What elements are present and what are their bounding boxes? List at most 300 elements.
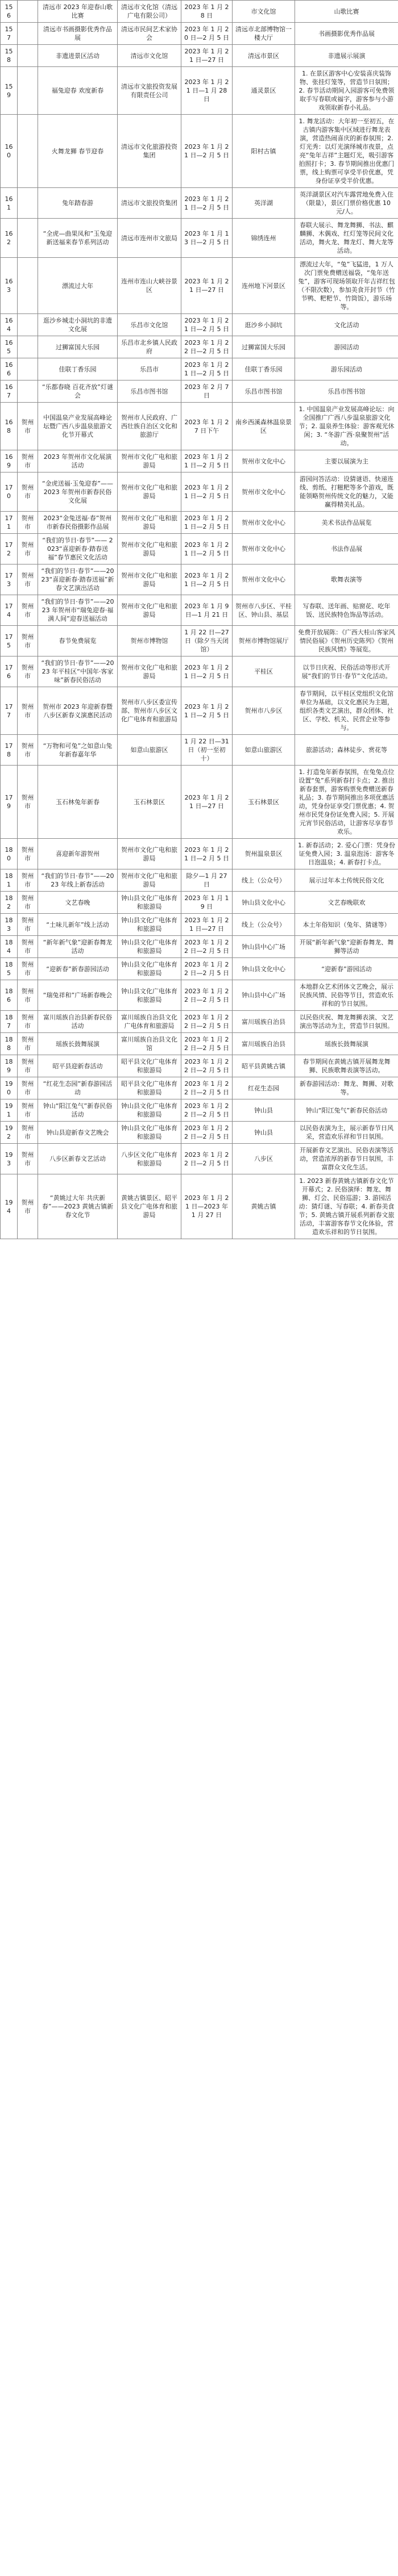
row-organizer: 如意山旅游区 — [118, 735, 181, 766]
row-place: 贺州市博物馆展厅 — [233, 626, 295, 656]
row-description: 1. 2023 新春黄姚古镇新春文化节开幕式；2. 民俗演绎：舞龙、舞狮、灯会、民俗巡游；3. 游园活动：猜灯谜、写春联；4. 新春美食节；5. 黄姚古镇开展系列新春文旅活动，丰富游客春节文化体验，营造欢乐祥和的节日氛围。 — [295, 1174, 398, 1239]
row-place: 钟山县中心广场 — [233, 980, 295, 1011]
table-row — [1, 936, 398, 958]
row-activity-name: “土味儿新年”线上活动 — [38, 914, 118, 936]
row-organizer: 清远市文化馆 — [118, 45, 181, 67]
table-row — [1, 512, 398, 534]
activity-table — [0, 0, 398, 1239]
row-activity-name: 兔年踏春游 — [38, 188, 118, 219]
table-row — [1, 1122, 398, 1144]
row-city: 贺州市 — [18, 892, 38, 914]
row-time: 2023 年 1 月 22 日—2 月 5 日 — [181, 1122, 233, 1144]
table-row — [1, 869, 398, 892]
table-row — [1, 336, 398, 358]
row-place: 钟山县文化中心 — [233, 958, 295, 980]
row-time: 2023 年 1 月 21 日—27 日 — [181, 766, 233, 839]
row-place: 昭平县黄姚古镇 — [233, 1055, 295, 1077]
row-description: 非遗展示展演 — [295, 45, 398, 67]
row-number: 160 — [1, 115, 18, 188]
row-number: 171 — [1, 512, 18, 534]
row-city — [18, 1, 38, 23]
row-number: 178 — [1, 735, 18, 766]
row-number: 172 — [1, 534, 18, 564]
row-number: 168 — [1, 403, 18, 450]
row-city: 贺州市 — [18, 595, 38, 626]
row-time: 2023 年 1 月 21 日—2 月 5 日 — [181, 472, 233, 512]
row-time: 2023 年 1 月 21 日—1 月 28 日 — [181, 67, 233, 115]
row-number: 170 — [1, 472, 18, 512]
table-row — [1, 188, 398, 219]
row-city — [18, 115, 38, 188]
row-organizer: 钟山县文化广电体育和旅游局 — [118, 1122, 181, 1144]
row-place: 贺州市文化中心 — [233, 564, 295, 595]
row-organizer: 贺州市文化广电和旅游局 — [118, 564, 181, 595]
row-organizer: 贺州市文化广电和旅游局 — [118, 450, 181, 472]
row-number: 179 — [1, 766, 18, 839]
row-description: 本地群众艺术团体文艺晚会，展示民族风情、民俗等节目，营造欢乐祥和的节日氛围。 — [295, 980, 398, 1011]
table-row — [1, 958, 398, 980]
row-place: 贺州温泉景区 — [233, 839, 295, 869]
row-place: 黄姚古镇 — [233, 1174, 295, 1239]
row-activity-name: 钟山“阳江兔气”新春民俗活动 — [38, 1099, 118, 1122]
row-description: 钟山“阳江兔气”新春民俗活动 — [295, 1099, 398, 1122]
row-organizer: 乐昌市 — [118, 358, 181, 380]
table-row — [1, 626, 398, 656]
table-row — [1, 534, 398, 564]
row-activity-name: 佳联丁香乐园 — [38, 358, 118, 380]
row-organizer: 富川瑶族自治县文化馆 — [118, 1033, 181, 1055]
row-time: 2023 年 1 月 13 日—2 月 5 日 — [181, 219, 233, 258]
row-place: 锦绣连州 — [233, 219, 295, 258]
row-place: 钟山县中心广场 — [233, 936, 295, 958]
row-description: 书法作品展 — [295, 534, 398, 564]
table-row — [1, 314, 398, 336]
row-city: 贺州市 — [18, 766, 38, 839]
row-organizer: 清远市连州市文旅局 — [118, 219, 181, 258]
row-activity-name: “我们的节日·春节”——2023 年平桂区“中国年·客家味”新春民俗活动 — [38, 656, 118, 687]
row-number: 161 — [1, 188, 18, 219]
row-activity-name: “瑞兔祥和”广场新春晚会 — [38, 980, 118, 1011]
row-organizer: 钟山县文化广电体育和旅游局 — [118, 980, 181, 1011]
row-city: 贺州市 — [18, 1077, 38, 1099]
row-city: 贺州市 — [18, 1099, 38, 1122]
row-organizer: 贺州市文化广电和旅游局 — [118, 656, 181, 687]
row-activity-name: 八步区新春文艺活动 — [38, 1144, 118, 1174]
row-description: 乐昌市图书馆 — [295, 380, 398, 403]
row-city: 贺州市 — [18, 914, 38, 936]
row-place: 钟山县 — [233, 1122, 295, 1144]
row-activity-name: 贺州市 2023 年迎新春暨八步区新春义演惠民活动 — [38, 687, 118, 735]
table-row — [1, 595, 398, 626]
row-activity-name: “万物和可兔”之如意山兔年新春嘉年华 — [38, 735, 118, 766]
row-description: 漂流过大年，“兔”飞猛进，1 万人次门票免费赠送福袋，“兔年送兔”，游客可现场领取开年吉祥红包（不限次数），参加美食开封节（竹节鸭、粑粑节、竹筒饭），游乐场等。 — [295, 258, 398, 314]
row-organizer: 钟山县文化广电体育和旅游局 — [118, 958, 181, 980]
row-number: 159 — [1, 67, 18, 115]
row-time: 2023 年 1 月 21 日—2 月 5 日 — [181, 656, 233, 687]
row-city: 贺州市 — [18, 735, 38, 766]
row-organizer: 八步区文化广电体育和旅游局 — [118, 1144, 181, 1174]
row-time: 2023 年 1 月 21 日—27 日 — [181, 914, 233, 936]
row-time: 2023 年 1 月 22 日—2 月 5 日 — [181, 1011, 233, 1033]
row-number: 193 — [1, 1144, 18, 1174]
row-number: 184 — [1, 936, 18, 958]
row-number: 188 — [1, 1033, 18, 1055]
row-number: 165 — [1, 336, 18, 358]
row-time: 2023 年 1 月 22 日—2 月 5 日 — [181, 336, 233, 358]
row-organizer: 玉石林景区 — [118, 766, 181, 839]
row-place: 钟山县文化中心 — [233, 892, 295, 914]
row-city: 贺州市 — [18, 1011, 38, 1033]
table-row — [1, 1144, 398, 1174]
row-activity-name: 福兔迎春 欢度新春 — [38, 67, 118, 115]
row-number: 175 — [1, 626, 18, 656]
row-description: 游乐园活动 — [295, 358, 398, 380]
row-time: 除夕—1 月 27 日 — [181, 869, 233, 892]
row-description: 1. 中国温泉产业发展高峰论坛：向全国推广广西八步温泉旅游文化节；2. 温泉养生体验：游客观光休闲；3. “冬游广西·泉聚贺州”活动。 — [295, 403, 398, 450]
row-city: 贺州市 — [18, 687, 38, 735]
row-organizer: 清远市文旅投资发展有限责任公司 — [118, 67, 181, 115]
row-number: 185 — [1, 958, 18, 980]
table-row — [1, 258, 398, 314]
row-city: 贺州市 — [18, 980, 38, 1011]
row-organizer: 黄姚古镇景区、昭平县文化广电体育和旅游局 — [118, 1174, 181, 1239]
table-row — [1, 472, 398, 512]
row-description: 1. 新春活动；2. 爱心门票：凭身份证免费入园；3. 温泉泡汤：游客冬日泡温泉；4. 新春打卡点。 — [295, 839, 398, 869]
row-description: 山歌比赛 — [295, 1, 398, 23]
row-organizer: 连州市连山大峡谷景区 — [118, 258, 181, 314]
table-row — [1, 1033, 398, 1055]
row-description: 新春游园活动：舞龙、舞狮、对歌等。 — [295, 1077, 398, 1099]
row-city — [18, 45, 38, 67]
row-place: 贺州市文化中心 — [233, 512, 295, 534]
row-time: 2023 年 1 月 21 日—2 月 5 日 — [181, 534, 233, 564]
row-city — [18, 358, 38, 380]
row-description: 1. 打造兔年新春氛围，在兔兔点位设置“兔”系列新春打卡点；2. 推出新春套票，游客购票免费赠送新春礼品；3. 春节期间推出多项优惠活动，凭身份证享受门票优惠；4. 贺州市民凭身份证免费入园；5. 开展元宵节民俗活动，让游客尽享春节欢乐。 — [295, 766, 398, 839]
row-time: 2023 年 1 月 22 日—2 月 5 日 — [181, 1033, 233, 1055]
row-activity-name: 瑶族长鼓舞展演 — [38, 1033, 118, 1055]
table-row — [1, 67, 398, 115]
row-activity-name: 清远市书画摄影优秀作品展 — [38, 23, 118, 45]
row-organizer: 钟山县文化广电体育和旅游局 — [118, 892, 181, 914]
row-activity-name: 2023 年贺州市文化展演活动 — [38, 450, 118, 472]
row-number: 174 — [1, 595, 18, 626]
row-number: 189 — [1, 1055, 18, 1077]
row-place: 清远市北部博物馆一楼大厅 — [233, 23, 295, 45]
row-activity-name: “红花生态园”新春游园活动 — [38, 1077, 118, 1099]
row-description: 美术书法作品展览 — [295, 512, 398, 534]
row-city — [18, 258, 38, 314]
row-activity-name: 火舞龙狮 春节迎春 — [38, 115, 118, 188]
row-number: 191 — [1, 1099, 18, 1122]
row-organizer: 贺州市文化广电和旅游局 — [118, 595, 181, 626]
row-time: 2023 年 1 月 21 日—2 月 5 日 — [181, 358, 233, 380]
row-organizer: 贺州市文化广电和旅游局 — [118, 869, 181, 892]
row-place: 英洋湖 — [233, 188, 295, 219]
table-row — [1, 450, 398, 472]
row-city: 贺州市 — [18, 450, 38, 472]
row-city: 贺州市 — [18, 626, 38, 656]
row-activity-name: “我们的节日·春节”——2023“喜迎新春·踏春送福”新春文艺演出活动 — [38, 564, 118, 595]
row-time: 2023 年 1 月 28 日 — [181, 1, 233, 23]
row-number: 187 — [1, 1011, 18, 1033]
row-time: 2023 年 1 月 21 日—27 日 — [181, 45, 233, 67]
row-city: 贺州市 — [18, 1055, 38, 1077]
row-city: 贺州市 — [18, 1174, 38, 1239]
row-activity-name: “全虎—曲果凤和”玉兔迎新送福来春节系列活动 — [38, 219, 118, 258]
row-city — [18, 67, 38, 115]
row-place: 逛沙乡小洞坑 — [233, 314, 295, 336]
row-organizer: 昭平县文化广电体育和旅游局 — [118, 1055, 181, 1077]
row-activity-name: “我们的节日·春节”—— 2023“喜迎新春·踏春送福”春节惠民文化活动 — [38, 534, 118, 564]
row-organizer: 贺州市博物馆 — [118, 626, 181, 656]
row-activity-name: “乐都春晓 百花齐放”灯谜会 — [38, 380, 118, 403]
row-number: 183 — [1, 914, 18, 936]
row-place: 清远市景区 — [233, 45, 295, 67]
row-time: 2023 年 1 月 21 日—27 日 — [181, 258, 233, 314]
row-activity-name: 文艺春晚 — [38, 892, 118, 914]
row-place: 线上（公众号） — [233, 914, 295, 936]
row-organizer: 清远市民间艺术家协会 — [118, 23, 181, 45]
table-row — [1, 23, 398, 45]
row-place: 如意山旅游区 — [233, 735, 295, 766]
row-time: 2023 年 1 月 22 日—2 月 5 日 — [181, 1099, 233, 1122]
row-description: 春节期间，以平桂区党组织文化馆单位为基础，以文化惠民为主题，组织各类文艺演出，群众团体、社区、学校、机关、民营企业等参与。 — [295, 687, 398, 735]
row-place: 连州地下河景区 — [233, 258, 295, 314]
table-row — [1, 45, 398, 67]
row-activity-name: “我们的节日·春节”——2023 年贺州市“瑞兔迎春·福满人间”迎春送福活动 — [38, 595, 118, 626]
row-description: 游园问答活动：设猜谜语、快递连线、剪纸、打糍粑等多个游戏，既能领略贺州传统文化的魅力，又能赢得精美礼品。 — [295, 472, 398, 512]
row-place: 红花生态园 — [233, 1077, 295, 1099]
row-place: 乐昌市图书馆 — [233, 380, 295, 403]
row-number: 166 — [1, 358, 18, 380]
table-row — [1, 656, 398, 687]
row-city — [18, 336, 38, 358]
row-description: 书画摄影优秀作品展 — [295, 23, 398, 45]
table-row — [1, 914, 398, 936]
row-activity-name: 漂流过大年 — [38, 258, 118, 314]
row-activity-name: 春节免费展览 — [38, 626, 118, 656]
row-city: 贺州市 — [18, 936, 38, 958]
row-time: 2023 年 1 月 21 日—2023 年 1 月 27 日 — [181, 1174, 233, 1239]
row-activity-name: 喜迎新年游贺州 — [38, 839, 118, 869]
table-row — [1, 687, 398, 735]
row-number: 162 — [1, 219, 18, 258]
row-organizer: 乐昌市文化馆 — [118, 314, 181, 336]
row-number: 156 — [1, 1, 18, 23]
row-place: 通灵景区 — [233, 67, 295, 115]
row-description: 以民俗庆祝、舞龙舞狮表演、文艺演出等活动为主，营造节日氛围。 — [295, 1011, 398, 1033]
row-city: 贺州市 — [18, 512, 38, 534]
row-organizer: 清远市文化旅游投资集团 — [118, 115, 181, 188]
row-activity-name: “我们的节日·春节”——2023 年线上新春活动 — [38, 869, 118, 892]
row-organizer: 清远市文旅投资集团 — [118, 188, 181, 219]
row-city — [18, 23, 38, 45]
row-city — [18, 188, 38, 219]
row-description: 开展新春文艺演出、民俗表演等活动，营造浓厚的新春节日氛围，丰富群众文化生活。 — [295, 1144, 398, 1174]
row-number: 190 — [1, 1077, 18, 1099]
row-description: 歌舞表演等 — [295, 564, 398, 595]
row-activity-name: 清远市 2023 年迎春山歌比赛 — [38, 1, 118, 23]
row-organizer: 清远市文化馆（清远广电有限公司） — [118, 1, 181, 23]
row-organizer: 贺州市文化广电和旅游局 — [118, 534, 181, 564]
row-organizer: 贺州市文化广电和旅游局 — [118, 839, 181, 869]
row-organizer: 钟山县文化广电体育和旅游局 — [118, 936, 181, 958]
row-activity-name: “迎新春”新春游园活动 — [38, 958, 118, 980]
table-row — [1, 1011, 398, 1033]
row-activity-name: 2023“金兔送福·春”贺州市新春民俗摄影作品展 — [38, 512, 118, 534]
row-description: 开展“新年新气象”迎新春舞龙、舞狮等活动 — [295, 936, 398, 958]
row-description: 写春联、送年画、贴窗花、吃年饭、送民族特色饰品等活动。 — [295, 595, 398, 626]
row-time: 1 月 22 日—31 日（初一至初十） — [181, 735, 233, 766]
row-city: 贺州市 — [18, 1122, 38, 1144]
row-activity-name: 非遗进景区活动 — [38, 45, 118, 67]
row-place: 玉石林景区 — [233, 766, 295, 839]
table-row — [1, 1077, 398, 1099]
row-time: 2023 年 1 月 9 日—1 月 21 日 — [181, 595, 233, 626]
row-city — [18, 314, 38, 336]
row-city: 贺州市 — [18, 472, 38, 512]
table-row — [1, 766, 398, 839]
table-row — [1, 380, 398, 403]
row-organizer: 钟山县文化广电体育和旅游局 — [118, 1099, 181, 1122]
row-description: 文艺春晚联欢 — [295, 892, 398, 914]
row-organizer: 乐昌市图书馆 — [118, 380, 181, 403]
row-time: 2023 年 1 月 21 日—2 月 5 日 — [181, 839, 233, 869]
table-row — [1, 219, 398, 258]
row-activity-name: 过狮富国大乐园 — [38, 336, 118, 358]
row-time: 2023 年 1 月 21 日—2 月 5 日 — [181, 188, 233, 219]
row-description: 展示过年本土传统民俗文化 — [295, 869, 398, 892]
row-description: 旅游活动；森林徒步、赏花等 — [295, 735, 398, 766]
row-number: 164 — [1, 314, 18, 336]
table-row — [1, 735, 398, 766]
row-description: 本土年俗知识（兔年、猜谜等） — [295, 914, 398, 936]
row-description: 文化活动 — [295, 314, 398, 336]
table-row — [1, 403, 398, 450]
row-activity-name: “新年新气象”迎新春舞龙活动 — [38, 936, 118, 958]
row-number: 167 — [1, 380, 18, 403]
row-place: 富川瑶族自治县 — [233, 1033, 295, 1055]
row-place: 过狮富国大乐园 — [233, 336, 295, 358]
row-number: 181 — [1, 869, 18, 892]
row-description: 瑶族长鼓舞展演 — [295, 1033, 398, 1055]
row-place: 贺州市文化中心 — [233, 450, 295, 472]
row-description: 1. 舞龙活动：大年初一至初五，在古镇内游客集中区域进行舞龙表演，营造热闹喜庆的新春氛围；2. 灯光秀：以灯光演绎城市夜景，点亮“兔年吉祥”主题灯光，吸引游客拍照打卡；3. 春节期间推出优惠门票，线上购票可享受半价优惠，凭身份证享受半价优惠。 — [295, 115, 398, 188]
row-organizer: 贺州市人民政府、广西壮族自治区文化和旅游厅 — [118, 403, 181, 450]
row-organizer: 昭平县文化广电体育和旅游局 — [118, 1077, 181, 1099]
row-time: 2023 年 1 月 20 日—2 月 5 日 — [181, 23, 233, 45]
row-place: 钟山县 — [233, 1099, 295, 1122]
table-row — [1, 564, 398, 595]
row-time: 2023 年 1 月 21 日—2 月 5 日 — [181, 564, 233, 595]
row-time: 2023 年 1 月 21 日—2 月 5 日 — [181, 512, 233, 534]
row-place: 贺州市文化中心 — [233, 472, 295, 512]
row-number: 180 — [1, 839, 18, 869]
row-description: 春联大展示、舞龙舞狮、书法、麒麟狮、木偶戏、红灯笼等民间文化活动，舞火龙、舞龙灯、舞大龙等活动。 — [295, 219, 398, 258]
table-row — [1, 892, 398, 914]
activity-table-body — [1, 1, 398, 1239]
row-time: 2023 年 1 月 19 日 — [181, 892, 233, 914]
row-place: 贺州市八步区、平桂区、钟山县、基层 — [233, 595, 295, 626]
row-time: 2023 年 1 月 22 日—2 月 5 日 — [181, 1055, 233, 1077]
row-number: 157 — [1, 23, 18, 45]
row-description: 1. 在景区游客中心安装喜庆装饰物、张挂灯笼等，营造节日氛围；2. 春节活动期间入园游客可免费领取手写春联或福字，游客参与小游戏领取新春小礼品。 — [295, 67, 398, 115]
row-time: 2023 年 1 月 21 日—2 月 5 日 — [181, 450, 233, 472]
table-row — [1, 115, 398, 188]
row-city — [18, 219, 38, 258]
row-description: 主要以展演为主 — [295, 450, 398, 472]
row-time: 2023 年 1 月 22 日—2 月 5 日 — [181, 1144, 233, 1174]
row-activity-name: 钟山县迎新春文艺晚会 — [38, 1122, 118, 1144]
row-city: 贺州市 — [18, 564, 38, 595]
row-activity-name: 中国温泉产业发展高峰论坛暨广西八步温泉旅游文化节开幕式 — [38, 403, 118, 450]
row-city: 贺州市 — [18, 869, 38, 892]
row-description: 英洋湖景区对汽车露营地免费入住（限量），景区门票价格优惠 10 元/人。 — [295, 188, 398, 219]
table-row — [1, 358, 398, 380]
row-description: “迎新春”游园活动 — [295, 958, 398, 980]
row-number: 192 — [1, 1122, 18, 1144]
table-row — [1, 1055, 398, 1077]
row-place: 贺州市八步区 — [233, 687, 295, 735]
row-place: 贺州市文化中心 — [233, 534, 295, 564]
row-city — [18, 380, 38, 403]
row-activity-name: 逛沙乡城走小洞坑的非遗文化展 — [38, 314, 118, 336]
row-time: 2023 年 1 月 27 日下午 — [181, 403, 233, 450]
row-number: 182 — [1, 892, 18, 914]
row-description: 以节日庆祝、民俗活动等形式开展“我们的节日·春节”文化活动。 — [295, 656, 398, 687]
row-time: 1 月 22 日—27 日（除夕当天闭馆） — [181, 626, 233, 656]
row-number: 169 — [1, 450, 18, 472]
row-description: 春节期间在黄姚古镇开展舞龙舞狮、民族歌舞表演等活动。 — [295, 1055, 398, 1077]
row-number: 176 — [1, 656, 18, 687]
row-number: 194 — [1, 1174, 18, 1239]
row-place: 平桂区 — [233, 656, 295, 687]
row-number: 173 — [1, 564, 18, 595]
row-activity-name: 昭平县迎新春活动 — [38, 1055, 118, 1077]
table-row — [1, 1, 398, 23]
row-description: 以民俗表演为主，展示新春节日风采，营造欢乐祥和节日氛围。 — [295, 1122, 398, 1144]
table-row — [1, 839, 398, 869]
row-place: 八步区 — [233, 1144, 295, 1174]
row-organizer: 贺州市八步区委宣传部、贺州市八步区文化广电体育和旅游局 — [118, 687, 181, 735]
table-row — [1, 980, 398, 1011]
row-time: 2023 年 1 月 22 日—2 月 5 日 — [181, 936, 233, 958]
row-city: 贺州市 — [18, 403, 38, 450]
row-city: 贺州市 — [18, 1144, 38, 1174]
row-city: 贺州市 — [18, 958, 38, 980]
row-number: 186 — [1, 980, 18, 1011]
row-description: 游园活动 — [295, 336, 398, 358]
row-time: 2023 年 1 月 22 日—2 月 5 日 — [181, 1077, 233, 1099]
row-place: 市文化馆 — [233, 1, 295, 23]
row-organizer: 贺州市文化广电和旅游局 — [118, 512, 181, 534]
row-time: 2023 年 1 月 21 日—2 月 5 日 — [181, 314, 233, 336]
row-time: 2023 年 1 月 21 日—2 月 5 日 — [181, 687, 233, 735]
row-number: 163 — [1, 258, 18, 314]
row-time: 2023 年 1 月 22 日—2 月 5 日 — [181, 958, 233, 980]
row-organizer: 富川瑶族自治县文化广电体育和旅游局 — [118, 1011, 181, 1033]
row-place: 佳联丁香乐园 — [233, 358, 295, 380]
row-activity-name: 玉石林兔年新春 — [38, 766, 118, 839]
table-row — [1, 1099, 398, 1122]
row-time: 2023 年 1 月 22 日—2 月 5 日 — [181, 980, 233, 1011]
row-organizer: 钟山县文化广电体育和旅游局 — [118, 914, 181, 936]
row-place: 富川瑶族自治县 — [233, 1011, 295, 1033]
row-activity-name: “黄姚过大年 共庆新春”——2023 黄姚古镇新春文化节 — [38, 1174, 118, 1239]
row-place: 南乡西溪森林温泉景区 — [233, 403, 295, 450]
row-organizer: 乐昌市北乡镇人民政府 — [118, 336, 181, 358]
row-city: 贺州市 — [18, 839, 38, 869]
